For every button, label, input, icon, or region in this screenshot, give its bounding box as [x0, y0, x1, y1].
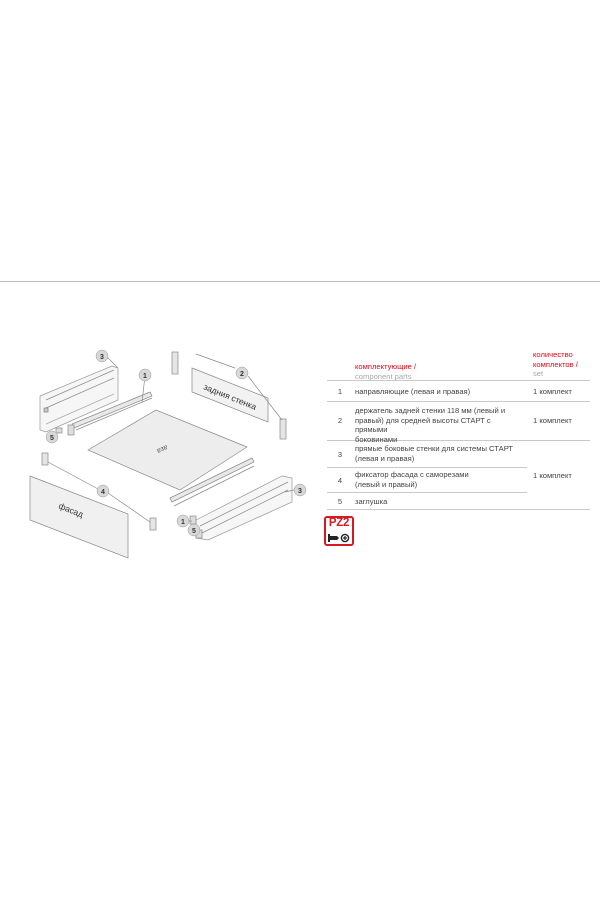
table-row-2: [327, 402, 590, 445]
table-row-5: [327, 493, 527, 509]
row-description: фиксатор фасада с саморезами (левый и правый): [355, 470, 469, 489]
back-wall-label: задния стенка: [202, 381, 259, 412]
row-quantity: 1 комплект: [533, 416, 572, 425]
callout-5a: [46, 431, 58, 443]
svg-text:3: 3: [100, 354, 104, 361]
back-holder-right: [280, 419, 286, 439]
top-divider: [0, 281, 600, 282]
right-side-wall: [196, 476, 292, 540]
callout-1b: [177, 515, 189, 527]
end-cap-left: [56, 428, 62, 433]
back-holder-left: [172, 352, 178, 374]
row-number: 2: [337, 416, 343, 425]
bottom-logo: ɐɜɐ: [155, 443, 169, 455]
header-parts-en: component parts: [355, 371, 412, 381]
row-description: прямые боковые стенки для системы СТАРТ (левая и правая): [355, 444, 514, 463]
front-fixer-right: [150, 518, 156, 530]
row-quantity: 1 комплект: [533, 387, 572, 396]
callout-5b: [188, 524, 200, 536]
back-holder-clip: [68, 425, 74, 435]
svg-text:5: 5: [192, 528, 196, 535]
row-number: 5: [337, 497, 343, 506]
front-fixer-left: [42, 453, 48, 465]
callout-2: [236, 367, 248, 379]
front-facade-label: фасад: [57, 500, 85, 520]
drawer-assembly-diagram: [20, 340, 320, 570]
header-parts: [355, 362, 416, 381]
svg-text:3: 3: [298, 488, 302, 495]
header-parts-ru: комплектующие /: [355, 362, 417, 371]
group-quantity: 1 комплект: [533, 471, 572, 480]
table-group-3-5: [327, 441, 590, 510]
row-number: 4: [337, 476, 343, 485]
header-qty-ru-1: количество: [533, 350, 573, 359]
components-table: [327, 348, 590, 510]
callout-3b: [294, 484, 306, 496]
table-row-1: [327, 381, 590, 402]
header-quantity: [533, 350, 593, 379]
table-row-3: [327, 441, 527, 468]
row-number: 1: [337, 387, 343, 396]
pz2-label: PZ2: [328, 517, 350, 529]
left-wall-hole: [44, 408, 48, 412]
svg-text:1: 1: [181, 519, 185, 526]
callout-3a: [96, 350, 108, 362]
svg-text:1: 1: [143, 373, 147, 380]
row-description: держатель задней стенки 118 мм (левый и правый) для средней высоты СТАРТ с прямыми боковинами: [355, 406, 506, 445]
svg-text:5: 5: [50, 435, 54, 442]
header-qty-ru-2: комплектов /: [533, 359, 578, 369]
table-row-4: [327, 468, 527, 493]
callout-1a: [139, 369, 151, 381]
pz2-badge: [324, 516, 354, 546]
svg-text:4: 4: [101, 489, 105, 496]
table-header: [327, 348, 590, 381]
row-number: 3: [337, 450, 343, 459]
small-part-1: [190, 516, 196, 524]
row-description: направляющие (левая и правая): [355, 387, 471, 396]
callout-4: [97, 485, 109, 497]
header-qty-en: set: [533, 369, 544, 379]
row-description: заглушка: [355, 497, 388, 506]
svg-text:2: 2: [240, 371, 244, 378]
screwdriver-bit-icon: [326, 533, 352, 543]
